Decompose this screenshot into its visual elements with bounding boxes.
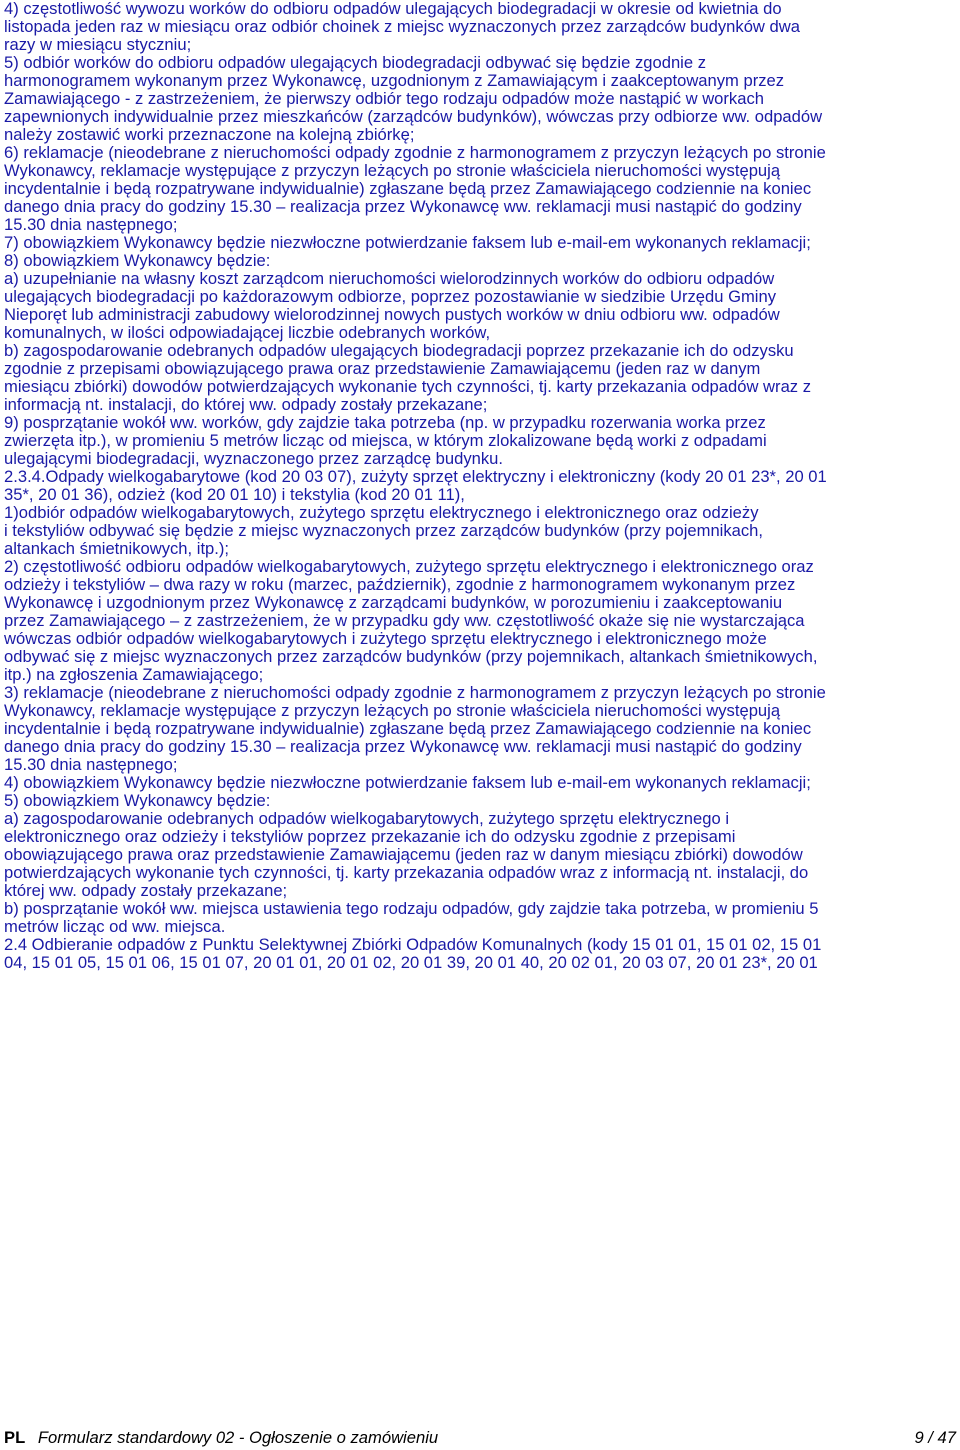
text-line: Nieporęt lub administracji zabudowy wielorodzinnej nowych pustych worków w dniu odbioru ww. odpadów — [4, 305, 780, 324]
text-line: 4) częstotliwość wywozu worków do odbioru odpadów ulegających biodegradacji w okresie od kwietnia do — [4, 0, 782, 18]
language-code: PL — [4, 1428, 26, 1447]
text-line: danego dnia pracy do godziny 15.30 – realizacja przez Wykonawcę ww. reklamacji musi nastąpić do godziny — [4, 737, 802, 756]
text-line: Wykonawcę i uzgodnionym przez Wykonawcę z zarządcami budynków, w porozumieniu i zaakceptowaniu — [4, 593, 783, 612]
text-line: a) uzupełnianie na własny koszt zarządcom nieruchomości wielorodzinnych worków do odbioru odpadów — [4, 269, 775, 288]
page-footer — [4, 1429, 956, 1447]
text-line: 35*, 20 01 36), odzież (kod 20 01 10) i tekstylia (kod 20 01 11), — [4, 485, 465, 504]
text-line: ulegających biodegradacji po każdorazowym odbiorze, poprzez pozostawianie w siedzibie Urzędu Gminy — [4, 287, 777, 306]
text-line: przez Zamawiającego – z zastrzeżeniem, że w przypadku gdy ww. częstotliwość okaże się nie wystarczająca — [4, 611, 805, 630]
document-body — [4, 0, 956, 972]
text-line: potwierdzających wykonanie tych czynności, tj. karty przekazania odpadów wraz z informacją nt. instalacji, do — [4, 863, 809, 882]
text-line: 4) obowiązkiem Wykonawcy będzie niezwłoczne potwierdzanie faksem lub e-mail-em wykonanych reklamacji; — [4, 773, 811, 792]
text-line: Wykonawcy, reklamacje występujące z przyczyn leżących po stronie właściciela nieruchomości występują — [4, 701, 781, 720]
text-line: informacją nt. instalacji, do której ww. odpady zostały przekazane; — [4, 395, 488, 414]
text-line: 15.30 dnia następnego; — [4, 215, 178, 234]
text-line: elektronicznego oraz odzieży i tekstyliów poprzez przekazanie ich do odzysku zgodnie z przepisami — [4, 827, 736, 846]
text-line: 7) obowiązkiem Wykonawcy będzie niezwłoczne potwierdzanie faksem lub e-mail-em wykonanych reklamacji; — [4, 233, 811, 252]
text-line: Zamawiającego - z zastrzeżeniem, że pierwszy odbiór tego rodzaju odpadów może nastąpić w workach — [4, 89, 764, 108]
text-line: harmonogramem wykonanym przez Wykonawcę, uzgodnionym z Zamawiającym i zaakceptowanym przez — [4, 71, 785, 90]
text-line: altankach śmietnikowych, itp.); — [4, 539, 230, 558]
text-line: i tekstyliów odbywać się będzie z miejsc wyznaczonych przez zarządców budynków (przy pojemnikach, — [4, 521, 764, 540]
text-line: danego dnia pracy do godziny 15.30 – realizacja przez Wykonawcę ww. reklamacji musi nastąpić do godziny — [4, 197, 802, 216]
page-number: 9 / 47 — [914, 1428, 956, 1447]
text-line: Wykonawcy, reklamacje występujące z przyczyn leżących po stronie właściciela nieruchomości występują — [4, 161, 781, 180]
text-line: miesiącu zbiórki) dowodów potwierdzających wykonanie tych czynności, tj. karty przekazania odpadów wraz z — [4, 377, 812, 396]
text-line: odbywać się z miejsc wyznaczonych przez zarządców budynków (przy pojemnikach, altankach śmietnikowych, — [4, 647, 818, 666]
text-line: komunalnych, w ilości odpowiadającej liczbie odebranych worków, — [4, 323, 491, 342]
text-line: zapewnionych indywidualnie przez mieszkańców (zarządców budynków), wówczas przy odbiorze ww. odpadów — [4, 107, 823, 126]
text-line: 6) reklamacje (nieodebrane z nieruchomości odpady zgodnie z harmonogramem z przyczyn leżących po stronie — [4, 143, 826, 162]
text-line: należy zostawić worki przeznaczone na kolejną zbiórkę; — [4, 125, 415, 144]
text-line: której ww. odpady zostały przekazane; — [4, 881, 288, 900]
text-line: incydentalnie i będą rozpatrywane indywidualnie) zgłaszane będą przez Zamawiającego codziennie na koniec — [4, 719, 812, 738]
text-line: obowiązującego prawa oraz przedstawienie Zamawiającemu (jeden raz w danym miesiącu zbiórki) dowodów — [4, 845, 803, 864]
text-line: 2) częstotliwość odbioru odpadów wielkogabarytowych, zużytego sprzętu elektrycznego i elektronicznego oraz — [4, 557, 814, 576]
text-line: b) zagospodarowanie odebranych odpadów ulegających biodegradacji poprzez przekazanie ich do odzysku — [4, 341, 794, 360]
text-line: incydentalnie i będą rozpatrywane indywidualnie) zgłaszane będą przez Zamawiającego codziennie na koniec — [4, 179, 812, 198]
text-line: razy w miesiącu styczniu; — [4, 35, 192, 54]
text-line: ulegającymi biodegradacji, wyznaczonego przez zarządcę budynku. — [4, 449, 504, 468]
text-line: metrów licząc od ww. miejsca. — [4, 917, 226, 936]
text-line: 9) posprzątanie wokół ww. worków, gdy zajdzie taka potrzeba (np. w przypadku rozerwania worka przez — [4, 413, 766, 432]
text-line: 1)odbiór odpadów wielkogabarytowych, zużytego sprzętu elektrycznego i elektronicznego oraz odzieży — [4, 503, 759, 522]
text-line: 2.3.4.Odpady wielkogabarytowe (kod 20 03 07), zużyty sprzęt elektryczny i elektroniczny (kody 20 01 23*, 20 01 — [4, 467, 827, 486]
text-line: 8) obowiązkiem Wykonawcy będzie: — [4, 251, 271, 270]
text-line: 04, 15 01 05, 15 01 06, 15 01 07, 20 01 01, 20 01 02, 20 01 39, 20 01 40, 20 02 01, 20 03 07, 20 01 23*, 20 01 — [4, 953, 818, 972]
text-line: wówczas odbiór odpadów wielkogabarytowych i zużytego sprzętu elektrycznego i elektronicznego może — [4, 629, 767, 648]
text-line: 15.30 dnia następnego; — [4, 755, 178, 774]
text-line: zwierzęta itp.), w promieniu 5 metrów licząc od miejsca, w którym zlokalizowane będą worki z odpadami — [4, 431, 767, 450]
text-line: itp.) na zgłoszenia Zamawiającego; — [4, 665, 264, 684]
text-line: a) zagospodarowanie odebranych odpadów wielkogabarytowych, zużytego sprzętu elektrycznego i — [4, 809, 730, 828]
form-title: Formularz standardowy 02 - Ogłoszenie o zamówieniu — [37, 1428, 439, 1447]
text-line: zgodnie z przepisami obowiązującego prawa oraz przedstawienie Zamawiającemu (jeden raz w danym — [4, 359, 761, 378]
text-line: listopada jeden raz w miesiącu oraz odbiór choinek z miejsc wyznaczonych przez zarządców budynków dwa — [4, 17, 800, 36]
text-line: b) posprzątanie wokół ww. miejsca ustawienia tego rodzaju odpadów, gdy zajdzie taka potrzeba, w promieniu 5 — [4, 899, 819, 918]
text-line: 5) obowiązkiem Wykonawcy będzie: — [4, 791, 271, 810]
text-line: 3) reklamacje (nieodebrane z nieruchomości odpady zgodnie z harmonogramem z przyczyn leżących po stronie — [4, 683, 826, 702]
text-line: odzieży i tekstyliów – dwa razy w roku (marzec, październik), zgodnie z harmonogramem wykonanym przez — [4, 575, 796, 594]
text-line: 5) odbiór worków do odbioru odpadów ulegających biodegradacji odbywać się będzie zgodnie z — [4, 53, 706, 72]
text-line: 2.4 Odbieranie odpadów z Punktu Selektywnej Zbiórki Odpadów Komunalnych (kody 15 01 01, 15 01 02, 15 01 — [4, 935, 822, 954]
